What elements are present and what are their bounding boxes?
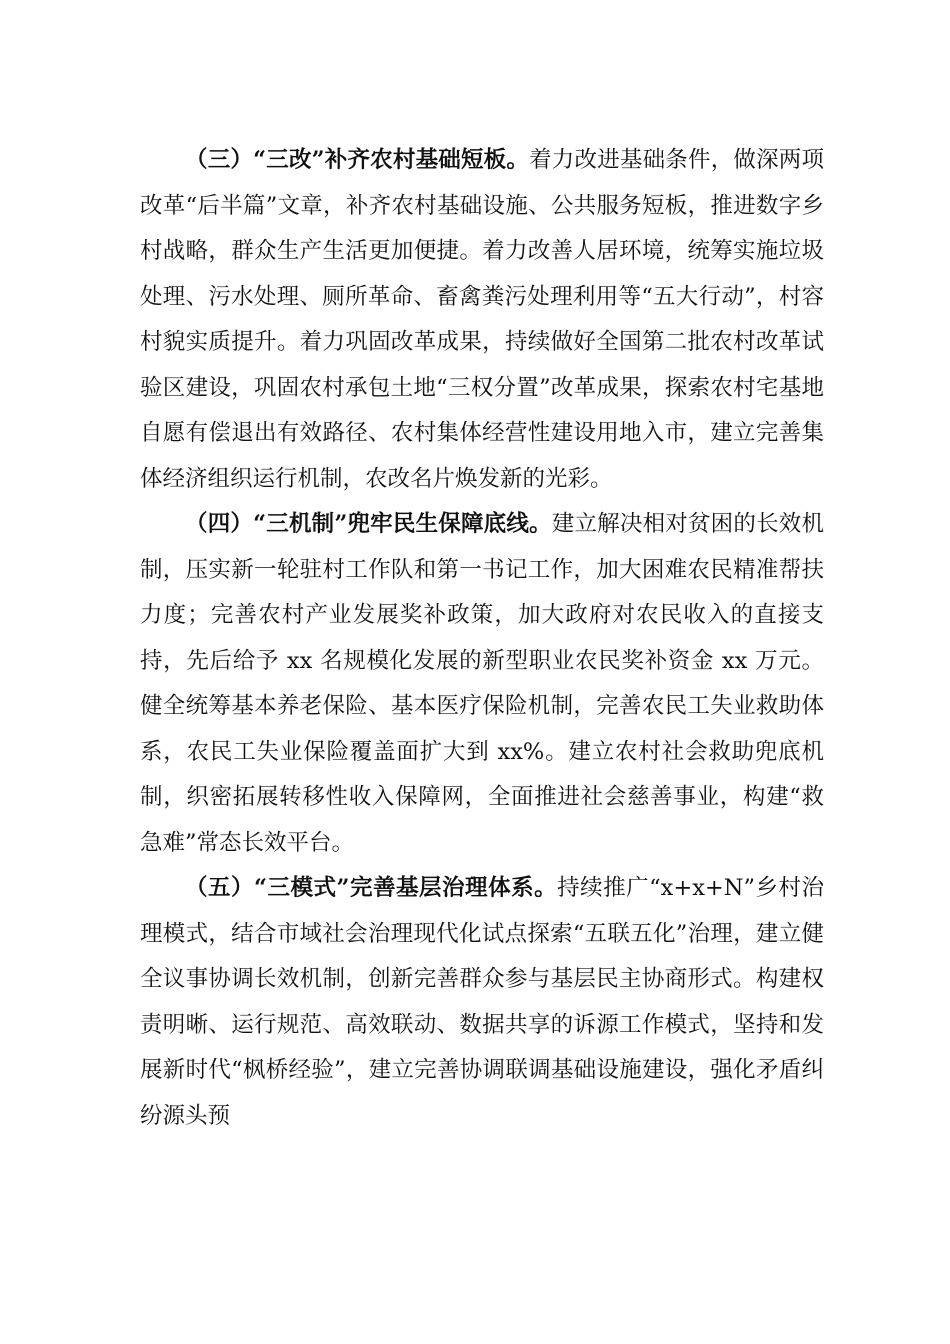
paragraph-five-heading: （五）“三模式”完善基层治理体系。: [185, 875, 558, 901]
paragraph-three-body: 着力改进基础条件，做深两项改革“后半篇”文章，补齐农村基础设施、公共服务短板，推进数字乡村战略，群众生产生活更加便捷。着力改善人居环境，统筹实施垃圾处理、污水处理、厕所革命、畜禽粪污处理利用等“五大行动”，村容村貌实质提升。着力巩固改革成果，持续做好全国第二批农村改革试验区建设，巩固农村承包土地“三权分置”改革成果，探索农村宅基地自愿有偿退出有效路径、农村集体经营性建设用地入市，建立完善集体经济组织运行机制，农改名片焕发新的光彩。: [140, 147, 824, 492]
paragraph-four-heading: （四）“三机制”兜牢民生保障底线。: [185, 511, 552, 537]
paragraph-three-heading: （三）“三改”补齐农村基础短板。: [185, 147, 530, 173]
paragraph-four: [140, 502, 824, 866]
paragraph-five-body: 持续推广“x+x+N”乡村治理模式，结合市域社会治理现代化试点探索“五联五化”治理，建立健全议事协调长效机制，创新完善群众参与基层民主协商形式。构建权责明晰、运行规范、高效联动、数据共享的诉源工作模式，坚持和发展新时代“枫桥经验”，建立完善协调联调基础设施建设，强化矛盾纠纷源头预: [140, 875, 824, 1129]
paragraph-five: [140, 866, 824, 1139]
document-body: [140, 138, 824, 1139]
paragraph-three: [140, 138, 824, 502]
paragraph-four-body: 建立解决相对贫困的长效机制，压实新一轮驻村工作队和第一书记工作，加大困难农民精准帮扶力度；完善农村产业发展奖补政策，加大政府对农民收入的直接支持，先后给予 xx 名规模化发展的新型职业农民奖补资金 xx 万元。健全统筹基本养老保险、基本医疗保险机制，完善农民工失业救助体系，农民工失业保险覆盖面扩大到 xx%。建立农村社会救助兜底机制，织密拓展转移性收入保障网，全面推进社会慈善事业，构建“救急难”常态长效平台。: [140, 511, 824, 856]
